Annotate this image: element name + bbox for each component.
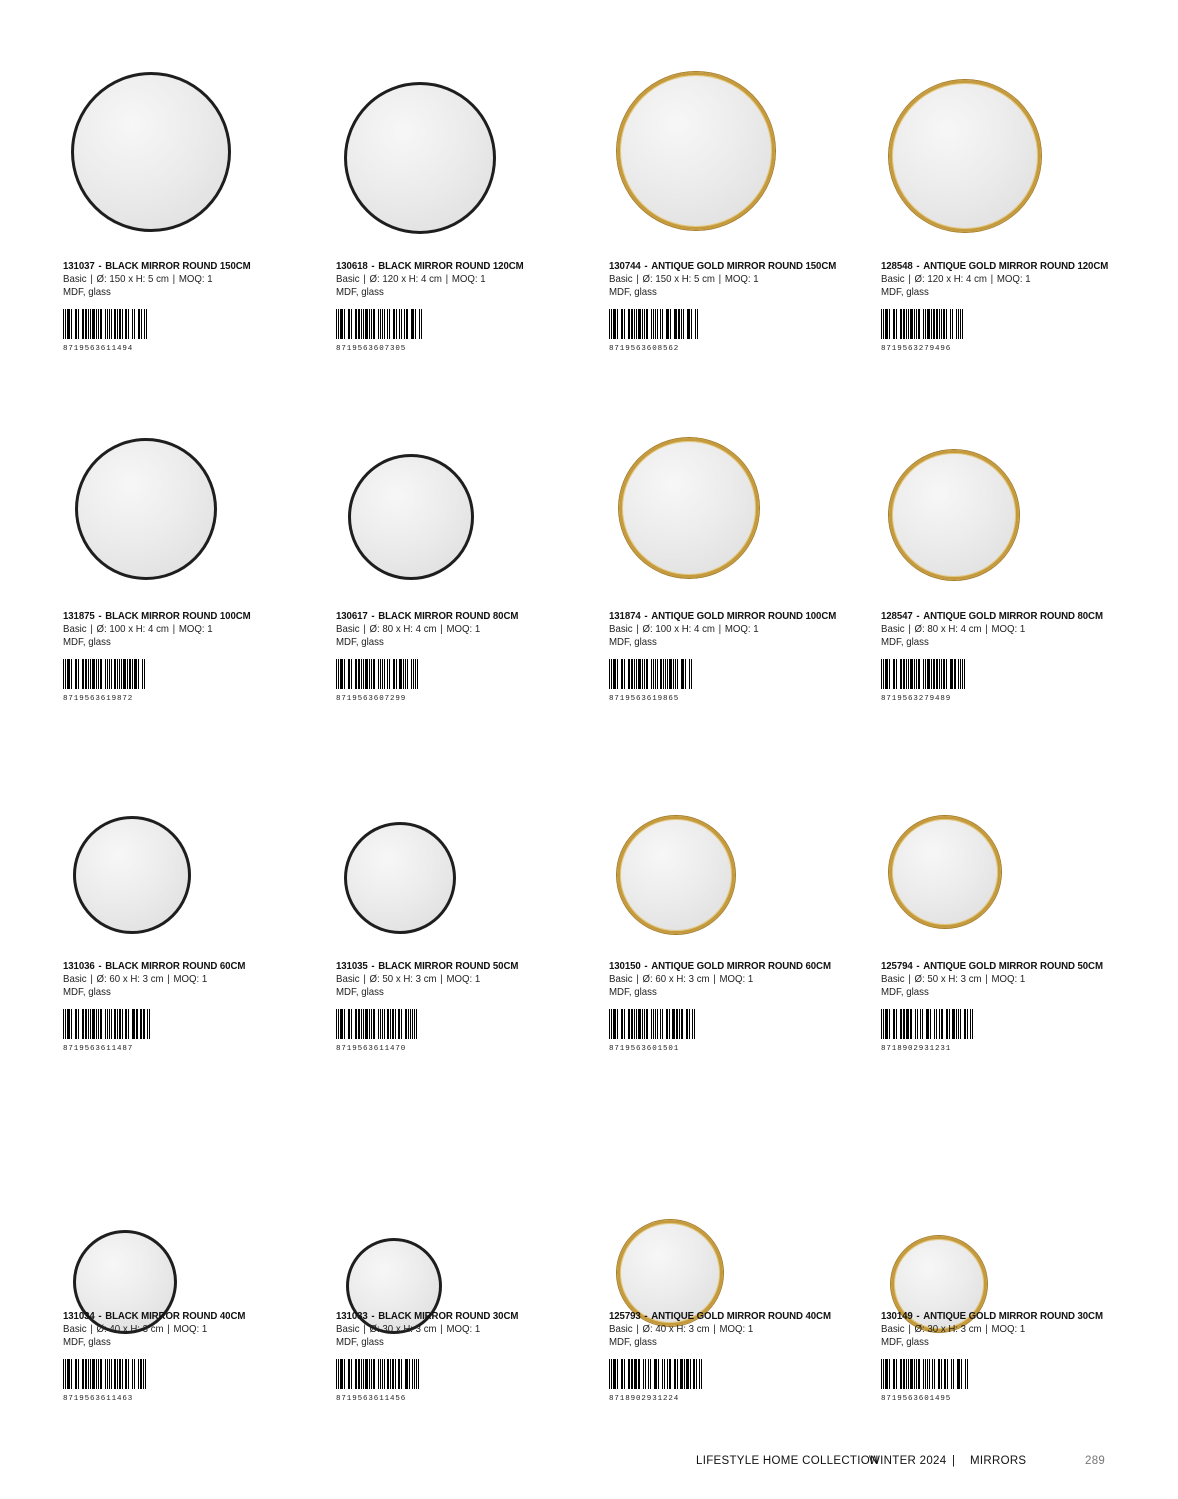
ean-number: 8719563611494 [63,345,134,353]
product-title: 130150 - ANTIQUE GOLD MIRROR ROUND 60CM [609,960,831,972]
product-specs: Basic | Ø: 150 x H: 5 cm | MOQ: 1 [63,273,213,285]
product-range: Basic [881,1323,905,1335]
product-material: MDF, glass [336,986,384,998]
footer-divider: | [952,1455,956,1467]
product-info [609,960,869,1053]
product-material: MDF, glass [63,286,111,298]
barcode [336,1009,596,1039]
product-moq: MOQ: 1 [446,1323,481,1335]
product-specs: Basic | Ø: 100 x H: 4 cm | MOQ: 1 [609,623,759,635]
product-moq: MOQ: 1 [451,273,486,285]
mirror-image [344,822,456,934]
product-card [609,770,869,1110]
product-title: 131874 - ANTIQUE GOLD MIRROR ROUND 100CM [609,610,837,622]
product-dimensions: Ø: 60 x H: 3 cm [642,973,710,985]
product-range: Basic [609,973,633,985]
product-title: 130744 - ANTIQUE GOLD MIRROR ROUND 150CM [609,260,837,272]
product-specs: Basic | Ø: 60 x H: 3 cm | MOQ: 1 [63,973,208,985]
product-title: 131037 - BLACK MIRROR ROUND 150CM [63,260,251,272]
product-name: BLACK MIRROR ROUND 40CM [105,1310,246,1322]
product-code: 130617 [336,610,368,622]
product-info [881,1310,1141,1403]
product-card [63,770,323,1110]
product-info [336,1310,596,1403]
product-info [63,610,323,703]
product-material: MDF, glass [609,986,657,998]
product-name: ANTIQUE GOLD MIRROR ROUND 100CM [651,610,837,622]
product-moq: MOQ: 1 [724,623,759,635]
product-range: Basic [609,273,633,285]
product-title: 131035 - BLACK MIRROR ROUND 50CM [336,960,519,972]
product-specs: Basic | Ø: 50 x H: 3 cm | MOQ: 1 [881,973,1026,985]
ean-number: 8719563607305 [336,345,407,353]
ean-number: 8719563619865 [609,695,680,703]
product-title: 128548 - ANTIQUE GOLD MIRROR ROUND 120CM [881,260,1109,272]
product-name: ANTIQUE GOLD MIRROR ROUND 30CM [923,1310,1103,1322]
product-moq: MOQ: 1 [991,1323,1026,1335]
product-code: 128547 [881,610,913,622]
product-code: 131034 [63,1310,95,1322]
product-code: 128548 [881,260,913,272]
product-dimensions: Ø: 40 x H: 3 cm [96,1323,164,1335]
product-range: Basic [881,273,905,285]
product-moq: MOQ: 1 [719,1323,754,1335]
product-specs: Basic | Ø: 60 x H: 3 cm | MOQ: 1 [609,973,754,985]
barcode [336,1359,596,1389]
product-moq: MOQ: 1 [446,973,481,985]
mirror-image [617,72,775,230]
product-card [63,70,323,410]
product-dimensions: Ø: 100 x H: 4 cm [642,623,715,635]
product-range: Basic [63,973,87,985]
product-code: 130618 [336,260,368,272]
product-info [63,260,323,353]
product-material: MDF, glass [336,1336,384,1348]
product-card [336,1120,596,1460]
product-info [881,260,1141,353]
product-name: ANTIQUE GOLD MIRROR ROUND 150CM [651,260,837,272]
product-name: BLACK MIRROR ROUND 120CM [378,260,524,272]
product-card [336,420,596,760]
product-card [609,420,869,760]
mirror-image [617,816,735,934]
mirror-image [348,454,474,580]
product-specs: Basic | Ø: 30 x H: 3 cm | MOQ: 1 [881,1323,1026,1335]
product-info [336,260,596,353]
product-range: Basic [336,273,360,285]
mirror-image [75,438,217,580]
mirror-image [344,82,496,234]
ean-number: 8718902931231 [881,1045,952,1053]
barcode [609,1009,869,1039]
product-info [63,960,323,1053]
product-card [881,770,1141,1110]
season-label: WINTER 2024 [869,1455,947,1467]
product-info [609,1310,869,1403]
product-dimensions: Ø: 80 x H: 4 cm [369,623,437,635]
product-card [336,770,596,1110]
product-material: MDF, glass [63,1336,111,1348]
product-dimensions: Ø: 30 x H: 3 cm [369,1323,437,1335]
ean-number: 8719563611487 [63,1045,134,1053]
product-name: ANTIQUE GOLD MIRROR ROUND 80CM [923,610,1103,622]
product-card [881,70,1141,410]
product-title: 125793 - ANTIQUE GOLD MIRROR ROUND 40CM [609,1310,831,1322]
product-specs: Basic | Ø: 100 x H: 4 cm | MOQ: 1 [63,623,213,635]
barcode [609,1359,869,1389]
product-range: Basic [63,273,87,285]
product-dimensions: Ø: 30 x H: 3 cm [914,1323,982,1335]
product-dimensions: Ø: 120 x H: 4 cm [369,273,442,285]
page-number: 289 [1085,1455,1106,1467]
product-moq: MOQ: 1 [991,973,1026,985]
product-specs: Basic | Ø: 30 x H: 3 cm | MOQ: 1 [336,1323,481,1335]
product-title: 125794 - ANTIQUE GOLD MIRROR ROUND 50CM [881,960,1103,972]
product-moq: MOQ: 1 [996,273,1031,285]
product-range: Basic [336,973,360,985]
product-dimensions: Ø: 150 x H: 5 cm [96,273,169,285]
product-moq: MOQ: 1 [991,623,1026,635]
product-title: 131875 - BLACK MIRROR ROUND 100CM [63,610,251,622]
product-card [609,70,869,410]
ean-number: 8719563601495 [881,1395,952,1403]
mirror-image [889,80,1041,232]
product-code: 130149 [881,1310,913,1322]
mirror-image [71,72,231,232]
product-material: MDF, glass [336,286,384,298]
product-card [881,1120,1141,1460]
barcode [881,1009,1141,1039]
ean-number: 8719563611470 [336,1045,407,1053]
product-moq: MOQ: 1 [173,973,208,985]
product-code: 131033 [336,1310,368,1322]
product-title: 131036 - BLACK MIRROR ROUND 60CM [63,960,246,972]
page-footer [696,1455,1136,1471]
product-range: Basic [336,1323,360,1335]
product-title: 130617 - BLACK MIRROR ROUND 80CM [336,610,519,622]
barcode [63,1359,323,1389]
barcode [63,309,323,339]
barcode [63,659,323,689]
product-dimensions: Ø: 150 x H: 5 cm [642,273,715,285]
product-material: MDF, glass [881,636,929,648]
barcode [336,309,596,339]
ean-number: 8719563611456 [336,1395,407,1403]
product-card [609,1120,869,1460]
product-code: 125793 [609,1310,641,1322]
product-dimensions: Ø: 50 x H: 3 cm [369,973,437,985]
product-moq: MOQ: 1 [178,623,213,635]
product-dimensions: Ø: 50 x H: 3 cm [914,973,982,985]
section-name: MIRRORS [970,1455,1027,1467]
product-name: ANTIQUE GOLD MIRROR ROUND 60CM [651,960,831,972]
barcode [881,309,1141,339]
product-material: MDF, glass [336,636,384,648]
product-info [881,960,1141,1053]
product-range: Basic [336,623,360,635]
product-material: MDF, glass [609,636,657,648]
product-name: BLACK MIRROR ROUND 50CM [378,960,519,972]
product-specs: Basic | Ø: 40 x H: 3 cm | MOQ: 1 [63,1323,208,1335]
product-info [609,260,869,353]
product-range: Basic [63,1323,87,1335]
product-dimensions: Ø: 60 x H: 3 cm [96,973,164,985]
ean-number: 8718902931224 [609,1395,680,1403]
product-info [336,960,596,1053]
product-name: ANTIQUE GOLD MIRROR ROUND 50CM [923,960,1103,972]
product-specs: Basic | Ø: 40 x H: 3 cm | MOQ: 1 [609,1323,754,1335]
collection-name: LIFESTYLE HOME COLLECTION [696,1455,879,1467]
product-range: Basic [609,1323,633,1335]
product-material: MDF, glass [881,986,929,998]
mirror-image [619,438,759,578]
product-code: 125794 [881,960,913,972]
ean-number: 8719563611463 [63,1395,134,1403]
mirror-image [73,816,191,934]
product-dimensions: Ø: 100 x H: 4 cm [96,623,169,635]
barcode [336,659,596,689]
product-range: Basic [609,623,633,635]
product-specs: Basic | Ø: 50 x H: 3 cm | MOQ: 1 [336,973,481,985]
product-specs: Basic | Ø: 80 x H: 4 cm | MOQ: 1 [336,623,481,635]
product-material: MDF, glass [881,286,929,298]
product-code: 130744 [609,260,641,272]
product-moq: MOQ: 1 [446,623,481,635]
mirror-image [889,816,1001,928]
ean-number: 8719563279496 [881,345,952,353]
product-name: BLACK MIRROR ROUND 80CM [378,610,519,622]
product-name: ANTIQUE GOLD MIRROR ROUND 120CM [923,260,1109,272]
mirror-image [889,450,1019,580]
barcode [609,309,869,339]
product-name: ANTIQUE GOLD MIRROR ROUND 40CM [651,1310,831,1322]
product-card [63,420,323,760]
product-code: 130150 [609,960,641,972]
product-code: 131036 [63,960,95,972]
product-material: MDF, glass [881,1336,929,1348]
product-dimensions: Ø: 40 x H: 3 cm [642,1323,710,1335]
product-dimensions: Ø: 80 x H: 4 cm [914,623,982,635]
product-specs: Basic | Ø: 80 x H: 4 cm | MOQ: 1 [881,623,1026,635]
product-name: BLACK MIRROR ROUND 30CM [378,1310,519,1322]
product-title: 130149 - ANTIQUE GOLD MIRROR ROUND 30CM [881,1310,1103,1322]
product-info [63,1310,323,1403]
product-range: Basic [881,973,905,985]
product-material: MDF, glass [63,636,111,648]
ean-number: 8719563607299 [336,695,407,703]
product-material: MDF, glass [609,1336,657,1348]
product-range: Basic [63,623,87,635]
product-code: 131874 [609,610,641,622]
product-moq: MOQ: 1 [173,1323,208,1335]
product-card [336,70,596,410]
product-specs: Basic | Ø: 150 x H: 5 cm | MOQ: 1 [609,273,759,285]
product-title: 131033 - BLACK MIRROR ROUND 30CM [336,1310,519,1322]
product-moq: MOQ: 1 [178,273,213,285]
product-name: BLACK MIRROR ROUND 150CM [105,260,251,272]
barcode [881,1359,1141,1389]
ean-number: 8719563279489 [881,695,952,703]
product-info [609,610,869,703]
product-title: 131034 - BLACK MIRROR ROUND 40CM [63,1310,246,1322]
product-dimensions: Ø: 120 x H: 4 cm [914,273,987,285]
product-title: 128547 - ANTIQUE GOLD MIRROR ROUND 80CM [881,610,1103,622]
ean-number: 8719563619872 [63,695,134,703]
product-code: 131035 [336,960,368,972]
product-info [881,610,1141,703]
ean-number: 8719563601501 [609,1045,680,1053]
product-title: 130618 - BLACK MIRROR ROUND 120CM [336,260,524,272]
product-info [336,610,596,703]
product-name: BLACK MIRROR ROUND 60CM [105,960,246,972]
product-specs: Basic | Ø: 120 x H: 4 cm | MOQ: 1 [336,273,486,285]
product-code: 131875 [63,610,95,622]
barcode [63,1009,323,1039]
product-card [63,1120,323,1460]
ean-number: 8719563608562 [609,345,680,353]
product-moq: MOQ: 1 [719,973,754,985]
product-moq: MOQ: 1 [724,273,759,285]
product-material: MDF, glass [63,986,111,998]
barcode [609,659,869,689]
product-range: Basic [881,623,905,635]
barcode [881,659,1141,689]
product-name: BLACK MIRROR ROUND 100CM [105,610,251,622]
product-specs: Basic | Ø: 120 x H: 4 cm | MOQ: 1 [881,273,1031,285]
product-code: 131037 [63,260,95,272]
product-material: MDF, glass [609,286,657,298]
product-card [881,420,1141,760]
